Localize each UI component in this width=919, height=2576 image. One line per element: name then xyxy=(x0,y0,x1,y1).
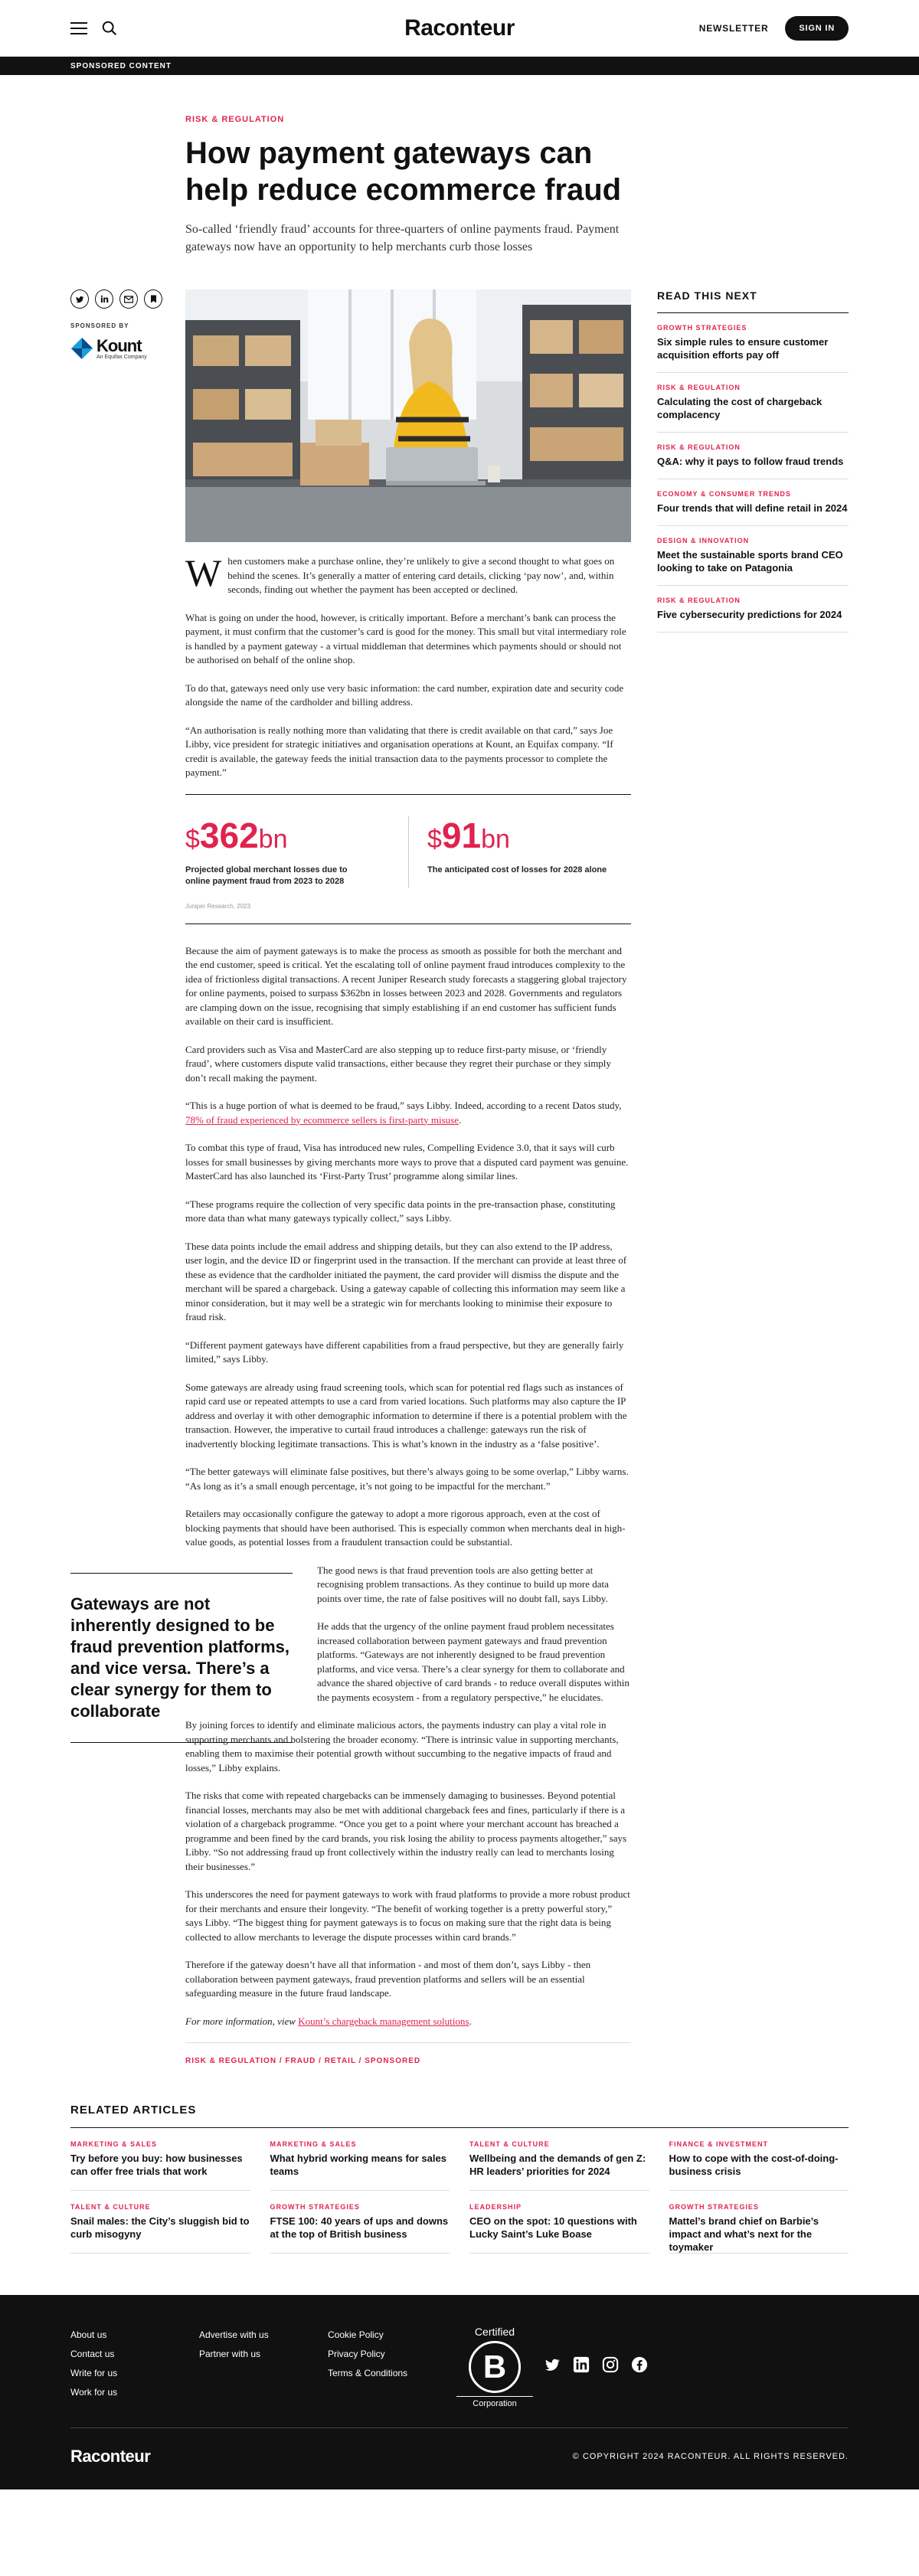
related-category: LEADERSHIP xyxy=(469,2203,522,2211)
stat-value: 91 xyxy=(441,815,482,855)
article-header xyxy=(185,75,816,256)
related-article[interactable] xyxy=(669,2191,849,2254)
related-headline: FTSE 100: 40 years of ups and downs at the top of British business xyxy=(270,2215,449,2240)
paragraph-text: . xyxy=(459,1113,462,1126)
stat-figure xyxy=(427,816,616,858)
linkedin-icon[interactable] xyxy=(573,2356,590,2373)
share-buttons xyxy=(70,289,162,309)
footer-link-advertise[interactable]: Advertise with us xyxy=(199,2329,269,2340)
bcorp-certified: Certified xyxy=(474,2326,515,2338)
article-text xyxy=(185,551,631,2065)
header-right xyxy=(695,16,849,41)
stat-unit: bn xyxy=(481,824,510,854)
article-paragraph: Some gateways are already using fraud screening tools, which scan for potential red flags such as instances of rapid card use or repeated attempts to use a card from varied locations. Such platforms may also capture the IP address and overlay it with other demographic information to determine if there is a potential problem with the transaction. However, the imperative to curtail fraud introduces a challenge: gateways run the risk of inadvertently blocking legitimate transactions. This is what’s known in the industry as a ‘false positive’. xyxy=(185,1381,627,1450)
hero-image xyxy=(185,289,631,542)
more-info-prefix: For more information, view xyxy=(185,2015,299,2027)
site-logo[interactable]: Raconteur xyxy=(404,15,515,41)
header-left xyxy=(70,20,224,37)
article-paragraph: This underscores the need for payment gateways to work with fraud platforms to provide a more robust product for their merchants and ensure their longevity. “The benefit of working together is a pretty powerful story,” says Libby. “The biggest thing for payment gateways is to focus on making sure that the right data is being collected to allow merchants to leverage the dispute processes within card brands.” xyxy=(185,1888,630,1943)
article-paragraph: He adds that the urgency of the online payment fraud problem necessitates increased collaboration between payment gateways and fraud prevention platforms. “Gateways are not inherently designed to be fraud prevention platforms, and vice versa. There’s a clear synergy for them to collaborate and advance the shared objective of card brands - to reduce overall disputes within the payments ecosystem - from a regulatory perspective,” he elucidates. xyxy=(317,1620,630,1703)
bookmark-icon[interactable] xyxy=(144,289,162,309)
article-paragraph: What is going on under the hood, however, is critically important. Before a merchant’s bank can process the payment, it must confirm that the customer’s card is good for the money. This small but vital intermediary role is handled by a payment gateway - a virtual middleman that determines which payments should or should not be authorised on behalf of the online shop. xyxy=(185,611,626,665)
twitter-share-icon[interactable] xyxy=(70,289,89,309)
site-footer xyxy=(0,2295,919,2489)
sidebar-category: RISK & REGULATION xyxy=(657,597,741,604)
sidebar-article[interactable] xyxy=(657,526,849,586)
sidebar-category: RISK & REGULATION xyxy=(657,384,741,391)
instagram-icon[interactable] xyxy=(602,2356,619,2373)
sidebar-article[interactable] xyxy=(657,433,849,479)
related-articles xyxy=(0,2104,919,2254)
article-paragraph xyxy=(185,551,631,597)
related-category: FINANCE & INVESTMENT xyxy=(669,2140,769,2148)
paragraph-text: “This is a huge portion of what is deemed to be fraud,” says Libby. Indeed, according to a recent Datos study, xyxy=(185,1100,622,1111)
footer-link-about[interactable]: About us xyxy=(70,2329,107,2340)
sponsor-name: Kount xyxy=(96,335,142,355)
sign-in-button[interactable]: SIGN IN xyxy=(785,16,849,41)
sidebar-headline: Five cybersecurity predictions for 2024 xyxy=(657,609,842,620)
left-rail xyxy=(70,289,162,360)
article-paragraph: By joining forces to identify and eliminate malicious actors, the payments industry can play a vital role in supporting merchants and bolstering the broader economy. “There is intrinsic value in supporting merchants, enabling them to maximise their potential growth without succumbing to the negative impacts of fraud and losses,” Libby explains. xyxy=(185,1719,619,1773)
read-this-next-sidebar xyxy=(657,289,849,633)
sidebar-headline: Q&A: why it pays to follow fraud trends xyxy=(657,456,844,467)
footer-column xyxy=(328,2326,456,2408)
twitter-icon[interactable] xyxy=(544,2356,561,2373)
sidebar-category: RISK & REGULATION xyxy=(657,443,741,451)
footer-link-write[interactable]: Write for us xyxy=(70,2368,118,2378)
article-standfirst: So-called ‘friendly fraud’ accounts for three-quarters of online payments fraud. Payment gateways now have an opportunity to help merchants curb those losses xyxy=(185,223,620,253)
sidebar-headline: Calculating the cost of chargeback complacency xyxy=(657,396,823,420)
related-headline: How to cope with the cost-of-doing-business crisis xyxy=(669,2153,839,2177)
footer-link-terms[interactable]: Terms & Conditions xyxy=(328,2368,408,2378)
stat-figure xyxy=(185,816,393,858)
paragraph-text: hen customers make a purchase online, they’re unlikely to give a second thought to what goes on behind the scenes. It’s generally a matter of entering card details, clicking ‘pay now’, and, within seconds, finding out whether the payment has been accepted or declined. xyxy=(227,555,615,595)
main-content xyxy=(0,256,919,2073)
related-category: TALENT & CULTURE xyxy=(469,2140,550,2148)
footer-link-work[interactable]: Work for us xyxy=(70,2387,118,2398)
stat-description: Projected global merchant losses due to online payment fraud from 2023 to 2028 xyxy=(185,865,348,886)
related-grid xyxy=(70,2128,849,2254)
footer-link-cookie[interactable]: Cookie Policy xyxy=(328,2329,384,2340)
more-info-suffix: . xyxy=(469,2015,472,2027)
related-category: TALENT & CULTURE xyxy=(70,2203,151,2211)
article-body xyxy=(185,289,631,2065)
stats-row xyxy=(185,816,631,888)
sidebar-article[interactable] xyxy=(657,586,849,633)
facebook-icon[interactable] xyxy=(631,2356,648,2373)
article-paragraph xyxy=(185,1099,631,1127)
article-tags[interactable]: RISK & REGULATION / FRAUD / RETAIL / SPONSORED xyxy=(185,2042,631,2065)
sponsor-logo[interactable] xyxy=(70,337,162,360)
footer-column xyxy=(70,2326,199,2408)
article-paragraph: These data points include the email address and shipping details, but they can also extend to the IP address, user login, and the device ID or fingerprint used in the transaction. If the merchant can provide at least three of these as evidence that the cardholder initiated the payment, the card provider will dismiss the dispute and the merchant will be spared a chargeback. Using a gateway capable of collecting this information may seem like a minor consideration, but it may well be a strategic win for merchants looking to minimise their exposure to fraud risk. xyxy=(185,1240,627,1322)
menu-icon[interactable] xyxy=(70,22,87,34)
stat-currency: $ xyxy=(185,824,200,854)
stats-box xyxy=(185,794,631,924)
footer-link-contact[interactable]: Contact us xyxy=(70,2349,115,2359)
article-paragraph: “Different payment gateways have different capabilities from a fraud perspective, but they are generally fairly limited,” says Libby. xyxy=(185,1339,624,1365)
related-category: GROWTH STRATEGIES xyxy=(270,2203,360,2211)
related-article[interactable] xyxy=(70,2191,250,2254)
stat-item xyxy=(408,816,631,888)
sidebar-article[interactable] xyxy=(657,479,849,526)
related-title: RELATED ARTICLES xyxy=(70,2104,849,2128)
footer-column xyxy=(199,2326,328,2408)
article-paragraph: Because the aim of payment gateways is to make the process as smooth as possible for both the merchant and the end customer, speed is critical. Yet the escalating toll of online payment fraud introduces complexity to the idea of frictionless digital transactions. A recent Juniper Research study forecasts a staggering global trajectory for online payments, poised to surpass $362bn in losses between 2023 and 2028. Governments and regulators are clamping down on the issue, recognising that simply establishing if an end customer has sufficient funds available on their card is insufficient. xyxy=(185,944,627,1027)
stat-item xyxy=(185,816,408,888)
related-headline: CEO on the spot: 10 questions with Lucky Saint’s Luke Boase xyxy=(469,2215,637,2240)
related-headline: Snail males: the City’s sluggish bid to curb misogyny xyxy=(70,2215,250,2240)
social-links xyxy=(544,2356,648,2375)
sponsor-wordmark xyxy=(96,335,147,360)
stat-unit: bn xyxy=(258,824,288,854)
search-icon[interactable] xyxy=(101,20,118,37)
newsletter-link[interactable]: NEWSLETTER xyxy=(698,22,769,34)
b-corp-badge xyxy=(456,2326,533,2408)
related-headline: Mattel’s brand chief on Barbie’s impact and what’s next for the toymaker xyxy=(669,2215,819,2253)
more-info-paragraph xyxy=(185,2015,631,2029)
stat-description: The anticipated cost of losses for 2028 alone xyxy=(427,865,607,874)
sidebar-title: READ THIS NEXT xyxy=(657,289,849,313)
drop-cap: W xyxy=(185,551,222,594)
kount-logo-mark-icon xyxy=(70,337,93,360)
footer-columns xyxy=(70,2326,849,2408)
article-paragraph: Retailers may occasionally configure the gateway to adopt a more rigorous approach, even at the cost of blocking payments that should have been authorised. This is especially common when merchants deal in high-value goods, as potential losses from a fraudulent transaction could be substantial. xyxy=(185,1508,626,1548)
stats-source: Juniper Research, 2023 xyxy=(185,902,250,910)
article-paragraph: “The better gateways will eliminate false positives, but there’s always going to be some overlap,” Libby warns. “As long as it’s a small enough percentage, it’s not going to be impactful for the merchant.” xyxy=(185,1466,629,1492)
related-article[interactable] xyxy=(669,2128,849,2191)
sidebar-category: ECONOMY & CONSUMER TRENDS xyxy=(657,490,791,498)
sidebar-headline: Meet the sustainable sports brand CEO looking to take on Patagonia xyxy=(657,549,843,574)
related-article[interactable] xyxy=(469,2128,649,2191)
sidebar-headline: Four trends that will define retail in 2024 xyxy=(657,502,848,514)
article-title: How payment gateways can help reduce ecommerce fraud xyxy=(185,136,622,207)
stat-value: 362 xyxy=(199,815,259,855)
related-article[interactable] xyxy=(270,2128,450,2191)
kount-solutions-link[interactable]: Kount’s chargeback management solutions xyxy=(298,2015,469,2027)
linkedin-share-icon[interactable] xyxy=(95,289,113,309)
related-article[interactable] xyxy=(270,2191,450,2254)
article-category[interactable]: RISK & REGULATION xyxy=(185,115,285,124)
footer-logo[interactable]: Raconteur xyxy=(70,2447,151,2466)
sidebar-article[interactable] xyxy=(657,313,849,373)
site-header xyxy=(0,0,919,57)
related-article[interactable] xyxy=(469,2191,649,2254)
sidebar-category: DESIGN & INNOVATION xyxy=(657,537,750,544)
sidebar-category: GROWTH STRATEGIES xyxy=(657,324,747,332)
sponsored-by-label: SPONSORED BY xyxy=(70,322,129,329)
datos-study-link[interactable]: 78% of fraud experienced by ecommerce sellers is first-party misuse xyxy=(185,1113,460,1126)
article-paragraph: The risks that come with repeated chargebacks can be immensely damaging to businesses. Beyond potential financial losses, merchants may also be met with additional chargeback fees and fines, particularly if there is a violation of a chargeback programme. “Once you get to a point where your merchant account has breached a programme and been fined by the card brands, you risk losing the ability to process payments altogether,” says Libby. “So not addressing fraud up front collectively within the industry really can lead to merchants losing their businesses.” xyxy=(185,1790,627,1872)
article-paragraph: To do that, gateways need only use very basic information: the card number, expiration date and security code alongside the name of the cardholder and billing address. xyxy=(185,682,624,708)
related-headline: Wellbeing and the demands of gen Z: HR leaders’ priorities for 2024 xyxy=(469,2153,646,2177)
footer-link-privacy[interactable]: Privacy Policy xyxy=(328,2349,385,2359)
pull-quote: Gateways are not inherently designed to be fraud prevention platforms, and vice versa. There’s a clear synergy for them to collaborate xyxy=(70,1573,293,1743)
article-paragraph: Therefore if the gateway doesn’t have all that information - and most of them don’t, says Libby - then collaboration between payment gateways, fraud prevention platforms and sellers will be an essential safeguarding measure in the future fraud landscape. xyxy=(185,1959,591,1999)
footer-link-partner[interactable]: Partner with us xyxy=(199,2349,261,2359)
sidebar-headline: Six simple rules to ensure customer acquisition efforts pay off xyxy=(657,336,829,361)
bcorp-corporation: Corporation xyxy=(456,2396,533,2408)
copyright: © COPYRIGHT 2024 RACONTEUR. ALL RIGHTS RESERVED. xyxy=(572,2452,849,2461)
related-headline: Try before you buy: how businesses can offer free trials that work xyxy=(70,2153,243,2177)
article-paragraph: The good news is that fraud prevention tools are also getting better at recognising problem transactions. As they continue to build up more data points over time, the rate of false positives will no doubt fall, says Libby. xyxy=(317,1564,609,1604)
sponsor-subtitle: An Equifax Company xyxy=(96,354,147,360)
related-headline: What hybrid working means for sales teams xyxy=(270,2153,446,2177)
sidebar-article[interactable] xyxy=(657,373,849,433)
footer-bottom xyxy=(70,2427,849,2466)
related-category: GROWTH STRATEGIES xyxy=(669,2203,759,2211)
sponsored-content-bar: SPONSORED CONTENT xyxy=(0,57,919,75)
related-category: MARKETING & SALES xyxy=(70,2140,158,2148)
article-paragraph: To combat this type of fraud, Visa has introduced new rules, Compelling Evidence 3.0, that it says will curb losses for small businesses by giving merchants more ways to prove that a disputed card payment was genuine. MasterCard has also launched its ‘First-Party Trust’ programme along similar lines. xyxy=(185,1142,629,1182)
bcorp-letter: B xyxy=(469,2341,521,2393)
email-share-icon[interactable] xyxy=(119,289,138,309)
article-paragraph: “An authorisation is really nothing more than validating that there is credit available on that card,” says Joe Libby, vice president for strategic initiatives and organisation operations at Kount, an Equifax company. “If credit is available, the gateway feeds the initial transaction data to the payments processor to complete the payment.” xyxy=(185,724,613,778)
stat-currency: $ xyxy=(427,824,442,854)
related-article[interactable] xyxy=(70,2128,250,2191)
article-paragraph: Card providers such as Visa and MasterCard are also stepping up to reduce first-party misuse, or ‘friendly fraud’, where customers dispute valid transactions, either because they regret their purchase or they simply don’t recall making the payment. xyxy=(185,1043,611,1084)
related-category: MARKETING & SALES xyxy=(270,2140,357,2148)
article-paragraph: “These programs require the collection of very specific data points in the pre-transaction phase, constituting more data than what many gateways typically collect,” says Libby. xyxy=(185,1198,616,1224)
